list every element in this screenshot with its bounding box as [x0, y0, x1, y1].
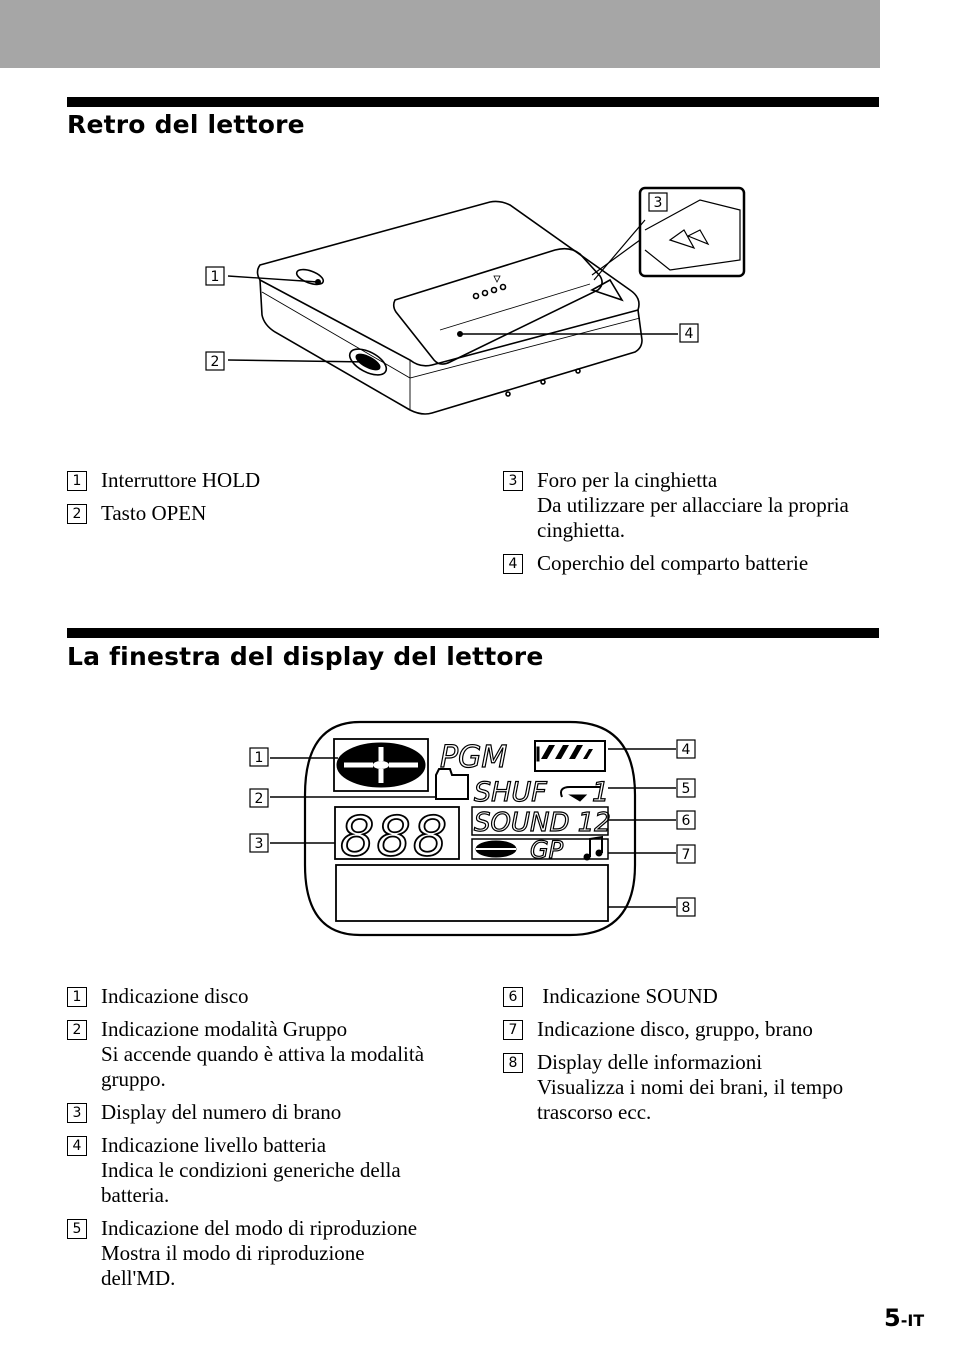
- callout-6: 6: [681, 813, 691, 829]
- info-display: [336, 865, 608, 921]
- item-description: trascorso ecc.: [537, 1100, 652, 1124]
- page-number-value: 5: [884, 1304, 901, 1332]
- lcd-display-illustration: [240, 715, 710, 945]
- lcd-track-digits: 888: [340, 805, 450, 868]
- item-label: Coperchio del comparto batterie: [537, 551, 809, 575]
- section-title: La finestra del display del lettore: [67, 642, 544, 671]
- lcd-gp: GP: [530, 836, 564, 864]
- page-number: [884, 1304, 924, 1332]
- item-description: Visualizza i nomi dei brani, il tempo: [537, 1075, 844, 1099]
- item-number: 4: [503, 554, 523, 574]
- callout-2: 2: [210, 354, 220, 370]
- battery-icon: [541, 745, 593, 759]
- item-description: Mostra il modo di riproduzione: [101, 1241, 365, 1265]
- lcd-repeat-number: 1: [592, 777, 610, 808]
- item-number: 2: [67, 504, 87, 524]
- item-number: 8: [503, 1053, 523, 1073]
- item-description: batteria.: [101, 1183, 170, 1207]
- item-label: Indicazione disco: [101, 984, 249, 1008]
- item-number: 1: [67, 987, 87, 1007]
- item-label: Interruttore HOLD: [101, 468, 261, 492]
- item-description: Da utilizzare per allacciare la propria: [537, 493, 849, 517]
- item-description: cinghietta.: [537, 518, 626, 542]
- item-label: Indicazione livello batteria: [101, 1133, 327, 1157]
- lcd-shuf: SHUF: [474, 777, 547, 808]
- header-band: [0, 0, 880, 68]
- lcd-sound: SOUND 12: [474, 808, 611, 838]
- callout-1: 1: [210, 269, 220, 285]
- item-label: Tasto OPEN: [101, 501, 207, 525]
- hold-switch: [295, 267, 325, 288]
- callout-8: 8: [681, 900, 691, 916]
- callout-7: 7: [681, 847, 691, 863]
- item-number: 4: [67, 1136, 87, 1156]
- item-label: Display del numero di brano: [101, 1100, 342, 1124]
- callout-3: 3: [254, 836, 264, 852]
- item-number: 7: [503, 1020, 523, 1040]
- item-number: 6: [503, 987, 523, 1007]
- page-number-suffix: -IT: [900, 1311, 925, 1330]
- section-rule: [67, 628, 879, 638]
- player-edge-line: [262, 292, 640, 378]
- item-number: 2: [67, 1020, 87, 1040]
- item-description: Indica le condizioni generiche della: [101, 1158, 401, 1182]
- callout-4: 4: [684, 326, 694, 342]
- item-label: Indicazione SOUND: [537, 984, 718, 1008]
- item-description: gruppo.: [101, 1067, 166, 1091]
- item-description: Si accende quando è attiva la modalità: [101, 1042, 425, 1066]
- callout-1: 1: [254, 750, 264, 766]
- item-label: Indicazione modalità Gruppo: [101, 1017, 348, 1041]
- item-number: 3: [67, 1103, 87, 1123]
- lcd-pgm: PGM: [440, 740, 508, 775]
- item-label: Display delle informazioni: [537, 1050, 763, 1074]
- item-number: 1: [67, 471, 87, 491]
- item-label: Indicazione disco, gruppo, brano: [537, 1017, 813, 1041]
- player-back-illustration: [200, 180, 760, 440]
- item-label: Foro per la cinghietta: [537, 468, 718, 492]
- callout-4: 4: [681, 742, 691, 758]
- callout-3: 3: [653, 195, 663, 211]
- item-label: Indicazione del modo di riproduzione: [101, 1216, 418, 1240]
- section-rule: [67, 97, 879, 107]
- item-number: 3: [503, 471, 523, 491]
- item-number: 5: [67, 1219, 87, 1239]
- player-front: [260, 280, 642, 414]
- item-description: dell'MD.: [101, 1266, 176, 1290]
- callout-2: 2: [254, 791, 264, 807]
- section-title: Retro del lettore: [67, 110, 305, 139]
- callout-5: 5: [681, 781, 691, 797]
